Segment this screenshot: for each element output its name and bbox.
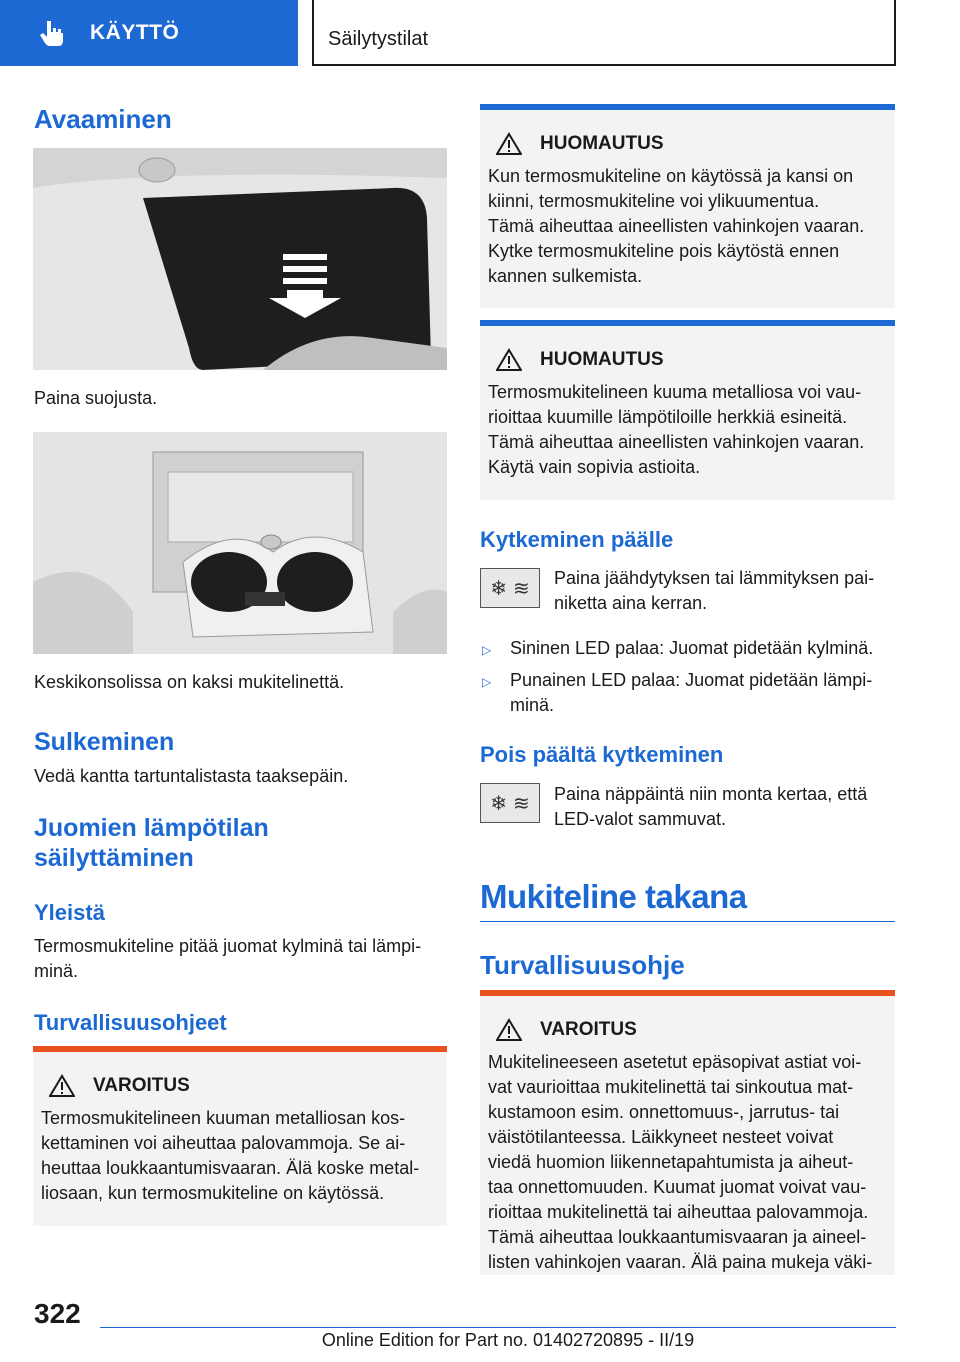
photo-cupholders [33, 432, 447, 654]
notice-header [496, 348, 664, 372]
text-switch-on-line1: Paina jäähdytyksen tai lämmityksen pai- [554, 568, 875, 588]
heat-waves-icon: ≋ [513, 791, 530, 815]
warning-line: viedä huomion liikennetapahtumista ja aiheut- [488, 1152, 854, 1172]
notice-title: HUOMAUTUS [540, 349, 664, 370]
list-item-line: Punainen LED palaa: Juomat pidetään lämpi- [510, 670, 873, 690]
hand-pointer-icon [38, 18, 68, 48]
warning-triangle-icon [49, 1074, 75, 1098]
warning-box-right [480, 990, 895, 1275]
notice-box-2 [480, 320, 895, 500]
heading-closing: Sulkeminen [34, 728, 175, 756]
photo-cover-press [33, 148, 447, 370]
header-section-tab [0, 0, 298, 66]
warning-line: kustamoon esim. onnettomuus-, jarrutus- tai [488, 1102, 840, 1122]
warning-line: heuttaa loukkaantumisvaaran. Älä koske metal- [41, 1158, 420, 1178]
triangle-bullet-icon: ▷ [482, 675, 492, 689]
notice-line: Käytä vain sopivia astioita. [488, 457, 701, 477]
footer-edition: Online Edition for Part no. 01402720895 - II/19 [321, 1330, 695, 1350]
heading-temp-line1: Juomien lämpötilan [34, 814, 269, 842]
warning-line: Mukitelineeseen asetetut epäsopivat astiat voi- [488, 1052, 862, 1072]
notice-bar [480, 104, 895, 110]
heading-rear-cupholder: Mukiteline takana [480, 878, 747, 915]
warning-line: kettaminen voi aiheuttaa palovammoja. Se ai- [41, 1133, 406, 1153]
text-general-line1: Termosmukiteline pitää juomat kylminä tai lämpi- [34, 936, 422, 956]
heading-rear-safety: Turvallisuusohje [480, 950, 685, 980]
list-item [482, 668, 872, 718]
notice-line: rioittaa kuumille lämpötiloille herkkiä esineitä. [488, 407, 848, 427]
footer-rule [100, 1327, 896, 1328]
warning-body [488, 1050, 887, 1275]
warning-line: väistötilanteessa. Läikkyneet nesteet voivat [488, 1127, 834, 1147]
heading-switch-on: Kytkeminen päälle [480, 527, 674, 552]
notice-line: Tämä aiheuttaa aineellisten vahinkojen vaaran. [488, 216, 865, 236]
snowflake-icon: ❄ [490, 576, 507, 600]
warning-bar [33, 1046, 447, 1052]
warning-line: taa onnettomuuden. Kuumat juomat voivat vau- [488, 1177, 867, 1197]
caption-press: Paina suojusta. [34, 388, 158, 408]
heading-rule [480, 921, 895, 922]
list-item-text: Sininen LED palaa: Juomat pidetään kylminä. [510, 638, 874, 658]
warning-header [49, 1074, 190, 1098]
heading-opening: Avaaminen [34, 104, 172, 134]
text-switch-on-line2: niketta aina kerran. [554, 593, 708, 613]
notice-line: Tämä aiheuttaa aineellisten vahinkojen vaaran. [488, 432, 865, 452]
section-title: KÄYTTÖ [90, 21, 180, 44]
notice-line: Kytke termosmukiteline pois käytöstä ennen [488, 241, 840, 261]
text-switch-off-line1: Paina näppäintä niin monta kertaa, että [554, 784, 868, 804]
warning-bar [480, 990, 895, 996]
heading-safety: Turvallisuusohjeet [34, 1010, 227, 1035]
notice-bar [480, 320, 895, 326]
notice-line: Termosmukitelineen kuuma metalliosa voi vau- [488, 382, 862, 402]
warning-body [41, 1106, 439, 1206]
warning-triangle-icon [496, 1018, 522, 1042]
text-closing: Vedä kantta tartuntalistasta taaksepäin. [34, 766, 349, 786]
cool-heat-button-icon [480, 568, 540, 608]
notice-box-1 [480, 104, 895, 308]
snowflake-icon: ❄ [490, 791, 507, 815]
warning-title: VAROITUS [540, 1019, 637, 1040]
notice-line: kannen sulkemista. [488, 266, 643, 286]
warning-line: liosaan, kun termosmukiteline on käytössä. [41, 1183, 385, 1203]
list-item [482, 636, 873, 663]
heading-temp-line2: säilyttäminen [34, 844, 194, 872]
warning-triangle-icon [496, 132, 522, 156]
chapter-title: Säilytystilat [328, 28, 429, 50]
text-general-line2: minä. [34, 961, 79, 981]
notice-header [496, 132, 664, 156]
notice-body [488, 380, 887, 480]
warning-header [496, 1018, 637, 1042]
warning-line: listen vahinkojen vaaran. Älä paina mukeja väki- [488, 1252, 873, 1272]
caption-console: Keskikonsolissa on kaksi mukitelinettä. [34, 672, 345, 692]
chapter-header [312, 0, 896, 66]
list-item-text [510, 668, 872, 718]
warning-box-left [33, 1046, 447, 1226]
warning-line: Tämä aiheuttaa loukkaantumisvaaran ja aineel- [488, 1227, 867, 1247]
notice-body [488, 164, 887, 289]
notice-line: kiinni, termosmukiteline voi ylikuumentua. [488, 191, 820, 211]
heading-general: Yleistä [34, 900, 105, 925]
heat-waves-icon: ≋ [513, 576, 530, 600]
warning-line: vat vaurioittaa mukitelinettä tai sinkoutua mat- [488, 1077, 854, 1097]
warning-line: Termosmukitelineen kuuman metalliosan kos- [41, 1108, 406, 1128]
cool-heat-button-icon [480, 783, 540, 823]
warning-triangle-icon [496, 348, 522, 372]
notice-line: Kun termosmukiteline on käytössä ja kansi on [488, 166, 854, 186]
notice-title: HUOMAUTUS [540, 133, 664, 154]
text-switch-off-line2: LED-valot sammuvat. [554, 809, 727, 829]
warning-title: VAROITUS [93, 1075, 190, 1096]
list-item-line: minä. [510, 695, 555, 715]
triangle-bullet-icon: ▷ [482, 643, 492, 657]
warning-line: rioittaa mukitelinettä tai aiheuttaa palovammoja. [488, 1202, 869, 1222]
page-number: 322 [34, 1298, 81, 1329]
heading-switch-off: Pois päältä kytkeminen [480, 742, 724, 767]
